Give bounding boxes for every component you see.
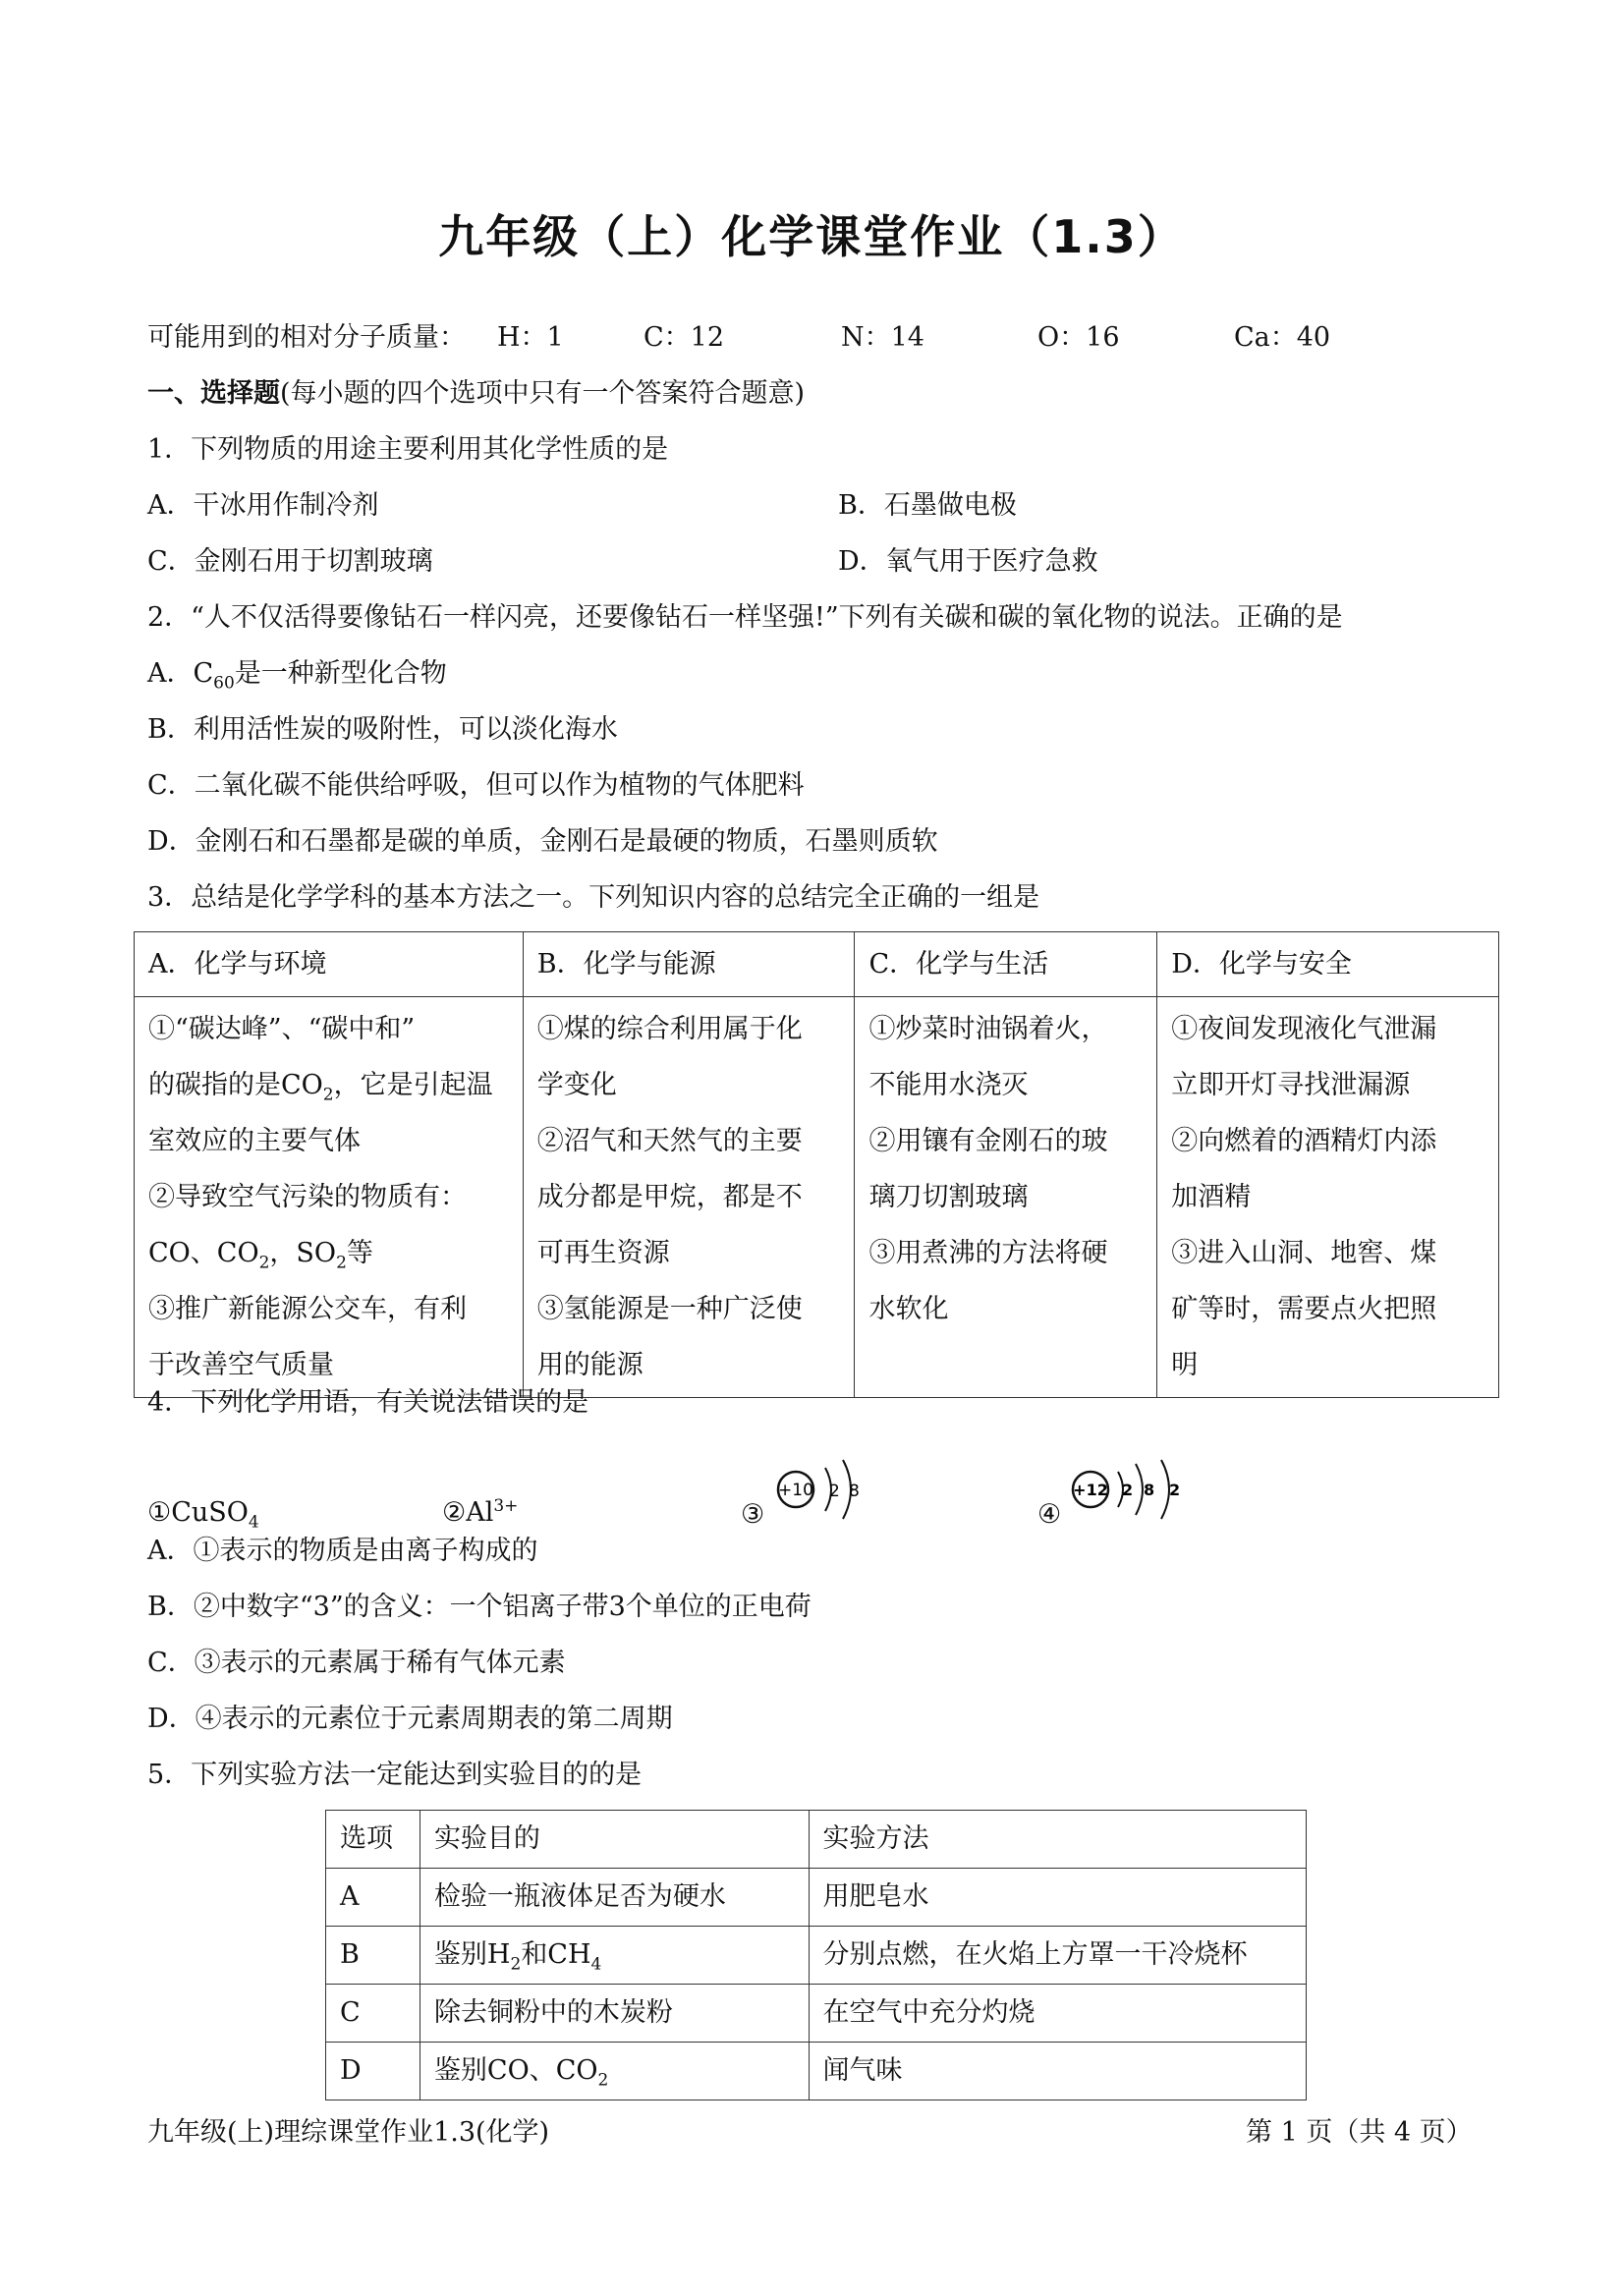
q4-symbol-3-marker: ③ [741, 1499, 765, 1530]
q5-goal-cell: 鉴别CO、$CO_2$ [420, 2043, 809, 2100]
q1-option-d: D．氧气用于医疗急救 [838, 546, 1098, 577]
q3-b-line: ②沼气和天然气的主要 [536, 1126, 803, 1156]
q3-a-line: CO、$CO_2$，$SO_2$等 [148, 1238, 373, 1273]
q2-option-b: B．利用活性炭的吸附性，可以淡化海水 [147, 714, 618, 745]
table-row [326, 2043, 1307, 2100]
q2-stem: 2．“人不仅活得要像钻石一样闪亮，还要像钻石一样坚强!”下列有关碳和碳的氧化物的说法。正确的是 [147, 602, 1343, 633]
magnesium-atom-structure-diagram [1063, 1442, 1201, 1525]
q2-option-d: D．金刚石和石墨都是碳的单质，金刚石是最硬的物质，石墨则质软 [147, 826, 938, 857]
q3-cell-a [135, 997, 524, 1398]
q5-header-method: 实验方法 [809, 1811, 1306, 1869]
shell-electron-count: 2 [829, 1482, 840, 1501]
q3-b-line: 用的能源 [536, 1350, 644, 1380]
q3-b-line: 成分都是甲烷，都是不 [536, 1182, 803, 1212]
q3-c-line: 不能用水浇灭 [868, 1070, 1029, 1100]
q3-d-line: ②向燃着的酒精灯内添 [1171, 1126, 1437, 1156]
q2-a-text-end: 是一种新型化合物 [234, 658, 447, 689]
q3-a-line: 于改善空气质量 [148, 1350, 334, 1380]
q3-c-line: ③用煮沸的方法将硬 [868, 1238, 1108, 1268]
nucleus-charge: +10 [778, 1481, 813, 1500]
q4-symbol-4-marker: ④ [1037, 1499, 1062, 1530]
q3-header-row [135, 932, 1499, 997]
q3-b-line: ①煤的综合利用属于化 [536, 1014, 803, 1044]
shell-electron-count: 8 [1144, 1481, 1155, 1499]
page-number: 第 1 页（共 4 页） [1246, 2117, 1473, 2148]
q2-a-subscript: 60 [213, 673, 235, 694]
q4-symbol-1: ①CuSO$_4$ [147, 1497, 259, 1533]
mass-ca: Ca：40 [1234, 322, 1331, 353]
q4-option-b: B．②中数字“3”的含义：一个铝离子带3个单位的正电荷 [147, 1592, 812, 1622]
q3-summary-table [134, 931, 1499, 1398]
q3-content-row [135, 997, 1499, 1398]
q5-stem: 5．下列实验方法一定能达到实验目的的是 [147, 1760, 643, 1790]
q3-cell-b [523, 997, 855, 1398]
q3-c-line: ②用镶有金刚石的玻 [868, 1126, 1108, 1156]
q3-a-line: ③推广新能源公交车，有利 [148, 1294, 467, 1324]
q5-option-cell: D [326, 2043, 420, 2100]
q1-option-c: C．金刚石用于切割玻璃 [147, 546, 433, 577]
section-note: (每小题的四个选项中只有一个答案符合题意) [280, 378, 806, 409]
section-heading [147, 376, 805, 412]
q3-b-line: 可再生资源 [536, 1238, 670, 1268]
shell-electron-count: 2 [1122, 1481, 1134, 1499]
mass-c: C：12 [644, 322, 725, 353]
q1-option-b: B．石墨做电极 [838, 490, 1017, 521]
q5-goal-cell: 检验一瓶液体足否为硬水 [420, 1869, 809, 1927]
q2-option-c: C．二氧化碳不能供给呼吸，但可以作为植物的气体肥料 [147, 770, 805, 801]
q3-header-d: D．化学与安全 [1157, 932, 1499, 997]
relative-mass-label: 可能用到的相对分子质量： [147, 322, 466, 353]
mass-o: O：16 [1037, 322, 1120, 353]
page-title: 九年级（上）化学课堂作业（1.3） [438, 210, 1185, 263]
q5-experiment-table [325, 1810, 1307, 2100]
footer-left: 九年级(上)理综课堂作业1.3(化学) [147, 2117, 550, 2148]
q5-option-cell: A [326, 1869, 420, 1927]
q3-c-line: 璃刀切割玻璃 [868, 1182, 1029, 1212]
q3-header-b: B．化学与能源 [523, 932, 855, 997]
q3-header-a: A．化学与环境 [135, 932, 524, 997]
q4-option-c: C．③表示的元素属于稀有气体元素 [147, 1648, 566, 1678]
q5-method-cell: 分别点燃，在火焰上方罩一干冷烧杯 [809, 1927, 1306, 1985]
relative-mass-row [147, 320, 466, 356]
table-row [326, 1985, 1307, 2043]
q2-option-a [147, 656, 447, 692]
mass-h: H：1 [497, 322, 564, 353]
q3-a-line: 的碳指的是$CO_2$，它是引起温 [148, 1070, 493, 1105]
nucleus-charge: +12 [1073, 1481, 1108, 1499]
q5-goal-cell: 鉴别$H_2$和$CH_4$ [420, 1927, 809, 1985]
electron-shell-arc [1136, 1464, 1143, 1515]
q2-a-text: A．C [147, 658, 214, 689]
q3-a-line: ①“碳达峰”、“碳中和” [148, 1014, 416, 1044]
q3-header-c: C．化学与生活 [855, 932, 1157, 997]
q4-option-a: A．①表示的物质是由离子构成的 [147, 1536, 538, 1566]
q3-d-line: 明 [1171, 1350, 1199, 1380]
q3-d-line: 加酒精 [1171, 1182, 1252, 1212]
q3-d-line: ③进入山洞、地窖、煤 [1171, 1238, 1437, 1268]
mass-n: N：14 [841, 322, 924, 353]
q1-option-a: A．干冰用作制冷剂 [147, 490, 379, 521]
q3-d-line: ①夜间发现液化气泄漏 [1171, 1014, 1437, 1044]
shell-electron-count: 2 [1169, 1481, 1181, 1499]
q3-c-line: ①炒菜时油锅着火， [868, 1014, 1108, 1044]
section-title: 一、选择题 [147, 378, 280, 409]
q3-stem: 3．总结是化学学科的基本方法之一。下列知识内容的总结完全正确的一组是 [147, 882, 1040, 913]
q4-stem: 4．下列化学用语，有关说法错误的是 [147, 1387, 589, 1418]
table-row [326, 1869, 1307, 1927]
q3-d-line: 矿等时，需要点火把照 [1171, 1294, 1437, 1324]
q3-b-line: ③氢能源是一种广泛使 [536, 1294, 803, 1324]
shell-electron-count: 8 [849, 1482, 860, 1501]
q5-header-option: 选项 [326, 1811, 420, 1869]
q5-method-cell: 在空气中充分灼烧 [809, 1985, 1306, 2043]
q5-option-cell: C [326, 1985, 420, 2043]
q5-method-cell: 闻气味 [809, 2043, 1306, 2100]
q5-option-cell: B [326, 1927, 420, 1985]
q5-header-row [326, 1811, 1307, 1869]
electron-shell-arc [1161, 1460, 1169, 1519]
q3-d-line: 立即开灯寻找泄漏源 [1171, 1070, 1411, 1100]
table-row [326, 1927, 1307, 1985]
q3-b-line: 学变化 [536, 1070, 617, 1100]
q5-goal-cell: 除去铜粉中的木炭粉 [420, 1985, 809, 2043]
q3-a-line: 室效应的主要气体 [148, 1126, 361, 1156]
q3-a-line: ②导致空气污染的物质有： [148, 1182, 467, 1212]
q1-stem: 1．下列物质的用途主要利用其化学性质的是 [147, 434, 669, 465]
q5-header-goal: 实验目的 [420, 1811, 809, 1869]
q3-cell-c [855, 997, 1157, 1398]
q3-c-line: 水软化 [868, 1294, 949, 1324]
q4-symbol-2: $②Al^{3+}$ [442, 1496, 519, 1528]
q5-method-cell: 用肥皂水 [809, 1869, 1306, 1927]
q4-option-d: D．④表示的元素位于元素周期表的第二周期 [147, 1704, 673, 1734]
q3-cell-d [1157, 997, 1499, 1398]
neon-atom-structure-diagram [766, 1442, 894, 1525]
